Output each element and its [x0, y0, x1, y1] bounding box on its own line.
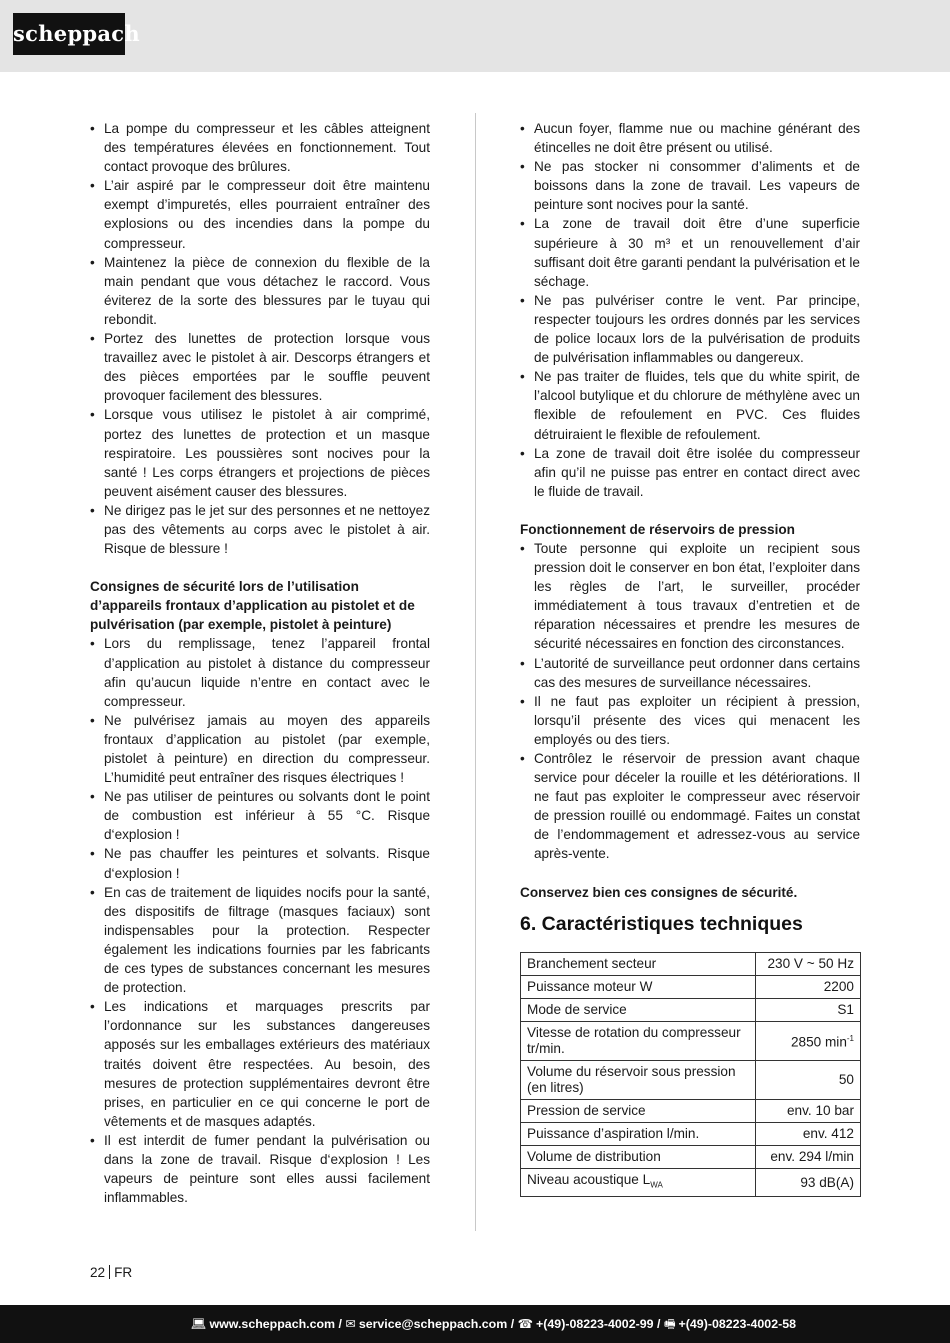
list-item: • Ne pas chauffer les peintures et solvants. Risque d‘explosion !: [90, 844, 430, 882]
list-item: • Il ne faut pas exploiter un récipient à pression, lorsqu’il présente des vices qui menacent les employés ou des tiers.: [520, 692, 860, 749]
list-item: • Contrôlez le réservoir de pression avant chaque service pour déceler la rouille et les détériorations. Il ne faut pas exploiter le compresseur avec réservoir de pression rouillé ou endommagé. Faites un constat de l’endommagement et adressez-vous au service après-vente.: [520, 749, 860, 864]
table-row: [521, 975, 861, 998]
bullet-list: [520, 119, 860, 501]
list-item: • L’air aspiré par le compresseur doit être maintenu exempt d’impuretés, elles pourraient entraîner des explosions ou des incendies dans la pompe du compresseur.: [90, 176, 430, 252]
spec-label: Niveau acoustique L: [527, 1171, 651, 1187]
spec-value: S1: [837, 1001, 854, 1017]
table-row: [521, 952, 861, 975]
footer-bar: [0, 1305, 950, 1343]
list-item: • Ne pas utiliser de peintures ou solvants dont le point de combustion est inférieur à 55 °C. Risque d‘explosion !: [90, 787, 430, 844]
bullet-list: [90, 119, 430, 558]
spec-value-cell: [756, 1099, 861, 1122]
footer-email[interactable]: service@scheppach.com /: [358, 1317, 515, 1331]
email-icon: ✉︎: [345, 1317, 356, 1331]
spec-label-cell: [521, 975, 756, 998]
list-item: • Maintenez la pièce de connexion du flexible de la main pendant que vous détachez le raccord. Vous éviterez de la sorte des blessures par le tuyau qui rebondit.: [90, 253, 430, 329]
list-item: • En cas de traitement de liquides nocifs pour la santé, des dispositifs de filtrage (masques faciaux) sont indispensables pour la protection. Respecter également les indications fournies par les fabricants de ces types de substances concernant les mesures de protection.: [90, 883, 430, 998]
spec-value-cell: [756, 952, 861, 975]
spec-value: 93 dB(A): [800, 1174, 854, 1190]
list-item: • L’autorité de surveillance peut ordonner dans certains cas des mesures de surveillance nécessaires.: [520, 654, 860, 692]
column-divider: [475, 113, 476, 1231]
list-item: • La zone de travail doit être d’une superficie supérieure à 30 m³ et un renouvellement d’air suffisant doit être garanti pendant la pulvérisation et le séchage.: [520, 214, 860, 290]
spec-label: Volume de distribution: [527, 1148, 661, 1164]
table-row: [521, 1168, 861, 1197]
page-language: FR: [114, 1265, 133, 1280]
list-item: • Lors du remplissage, tenez l’appareil frontal d’application au pistolet à distance du compresseur afin qu’aucun liquide n’entre en contact avec le compresseur.: [90, 634, 430, 710]
spec-label-cell: [521, 1168, 756, 1197]
spec-value: env. 10 bar: [786, 1102, 854, 1118]
list-item: • Ne pulvérisez jamais au moyen des appareils frontaux d’application au pistolet (par exemple, pistolet à peinture) en direction du compresseur. L’humidité peut entraîner des risques électriques !: [90, 711, 430, 787]
left-column: [90, 119, 430, 1207]
spec-value: 50: [838, 1071, 854, 1087]
list-item: • Ne pas traiter de fluides, tels que du white spirit, de l’alcool butylique et du chlorure de méthylène avec un flexible de refoulement en PVC. Ces fluides détruiraient le flexible de refoulement.: [520, 367, 860, 443]
spec-label-cell: [521, 1145, 756, 1168]
section-heading: Fonctionnement de réservoirs de pression: [520, 521, 795, 537]
spec-label-cell: [521, 1021, 756, 1060]
page-number: [90, 1265, 132, 1280]
header-band: [0, 0, 950, 72]
spec-value-cell: [756, 1021, 861, 1060]
table-row: [521, 1145, 861, 1168]
spec-label: Mode de service: [527, 1001, 627, 1017]
list-item: • Portez des lunettes de protection lorsque vous travaillez avec le pistolet à air. Descorps étrangers et des pièces emportées par le souffle peuvent provoquer facilement des blessures.: [90, 329, 430, 405]
footer-fax: +(49)-08223-4002-58: [678, 1317, 796, 1331]
spec-label: Puissance d’aspiration l/min.: [527, 1125, 700, 1141]
page-number-value: 22: [90, 1265, 106, 1280]
section-heading: Consignes de sécurité lors de l’utilisation d’appareils frontaux d’application au pistolet et de pulvérisation (par exemple, pistolet à peinture): [90, 579, 415, 633]
spec-label-subscript: WA: [650, 1180, 663, 1190]
phone-icon: ☎︎: [517, 1317, 534, 1331]
spec-label-cell: [521, 1122, 756, 1145]
list-item: • Aucun foyer, flamme nue ou machine générant des étincelles ne doit être présent ou utilisé.: [520, 119, 860, 157]
spec-value: 2850 min: [790, 1034, 847, 1050]
spec-value-cell: [756, 998, 861, 1021]
bullet-list: [520, 539, 860, 864]
computer-icon: 💻︎: [190, 1317, 207, 1331]
spec-value: env. 412: [802, 1125, 854, 1141]
spec-label-cell: [521, 952, 756, 975]
specs-table: [520, 952, 861, 1198]
spec-label-cell: [521, 1099, 756, 1122]
spec-value: env. 294 l/min: [770, 1148, 854, 1164]
list-item: • Toute personne qui exploite un recipient sous pression doit le conserver en bon état, l’exploiter dans les règles de l’art, le surveiller, procéder immédiatement à tous travaux d’entretien et de réparation nécessaires et prendre les mesures de sécurité nécessaires en fonction des circonstances.: [520, 539, 860, 654]
spec-label-cell: [521, 998, 756, 1021]
list-item: • Il est interdit de fumer pendant la pulvérisation ou dans la zone de travail. Risque d‘explosion ! Les vapeurs de peinture sont elles aussi facilement inflammables.: [90, 1131, 430, 1207]
fax-icon: 🖷︎: [663, 1317, 676, 1331]
brand-logo: scheppach: [13, 13, 125, 55]
spec-label-cell: [521, 1060, 756, 1099]
table-row: [521, 1060, 861, 1099]
bullet-list: [90, 634, 430, 1207]
list-item: • Ne pas pulvériser contre le vent. Par principe, respecter toujours les ordres donnés par les services de police locaux lors de la pulvérisation de produits de pulvérisation inflammables ou dangereux.: [520, 291, 860, 367]
spec-value-cell: [756, 1122, 861, 1145]
spec-value-cell: [756, 1145, 861, 1168]
spec-label: Puissance moteur W: [527, 978, 653, 994]
table-row: [521, 998, 861, 1021]
table-row: [521, 1099, 861, 1122]
right-column: [520, 119, 860, 1197]
spec-label: Branchement secteur: [527, 955, 657, 971]
spec-value-cell: [756, 975, 861, 998]
spec-value-superscript: -1: [846, 1033, 854, 1043]
list-item: • Lorsque vous utilisez le pistolet à air comprimé, portez des lunettes de protection et un masque respiratoire. Les poussières sont nocives pour la santé ! Les corps étrangers et projections de pièces peuvent aisément causer des blessures.: [90, 405, 430, 500]
list-item: • Ne pas stocker ni consommer d’aliments et de boissons dans la zone de travail. Les vapeurs de peinture sont nocives pour la santé.: [520, 157, 860, 214]
section-title: 6. Caractéristiques techniques: [520, 912, 803, 935]
spec-value: 230 V ~ 50 Hz: [767, 955, 854, 971]
spec-value-cell: [756, 1168, 861, 1197]
table-row: [521, 1122, 861, 1145]
list-item: • Les indications et marquages prescrits par l’ordonnance sur les substances dangereuses apposés sur les emballages extérieurs des matériaux traités doivent être respectées. Au besoin, des mesures de protection supplémentaires devront être prises, en particulier en ce qui concerne le port de vêtements et de masques adaptés.: [90, 997, 430, 1131]
spec-value-cell: [756, 1060, 861, 1099]
footer-website[interactable]: www.scheppach.com /: [209, 1317, 342, 1331]
list-item: • Ne dirigez pas le jet sur des personnes et ne nettoyez pas des vêtements au corps avec le pistolet à air. Risque de blessure !: [90, 501, 430, 558]
spec-label: Volume du réservoir sous pression (en litres): [527, 1063, 736, 1095]
spec-label: Pression de service: [527, 1102, 646, 1118]
spec-value: 2200: [823, 978, 854, 994]
list-item: • La zone de travail doit être isolée du compresseur afin qu’il ne puisse pas entrer en contact direct avec le fluide de travail.: [520, 444, 860, 501]
list-item: • La pompe du compresseur et les câbles atteignent des températures élevées en fonctionnement. Tout contact provoque des brûlures.: [90, 119, 430, 176]
spec-label: Vitesse de rotation du compresseur tr/min.: [527, 1024, 741, 1056]
footer-phone: +(49)-08223-4002-99 /: [536, 1317, 661, 1331]
table-row: [521, 1021, 861, 1060]
closing-note: Conservez bien ces consignes de sécurité.: [520, 884, 798, 900]
